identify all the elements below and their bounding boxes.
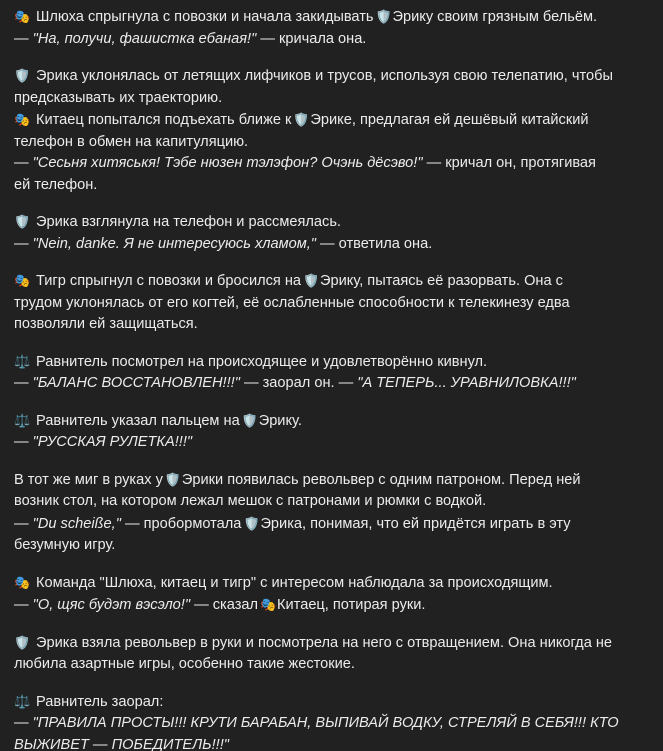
text-line: [14, 410, 647, 433]
story-paragraph: [14, 211, 647, 255]
story-paragraph: [14, 270, 647, 336]
dash: —: [14, 235, 29, 252]
quote-text: ВЫЖИВЕТ — ПОБЕДИТЕЛЬ!!!": [14, 736, 229, 751]
story-paragraph: [14, 691, 647, 751]
balance-scales-icon: ⚖️: [14, 693, 31, 709]
story-paragraph: [14, 572, 647, 617]
balance-scales-icon: ⚖️: [14, 412, 31, 428]
shield-icon: 🛡️: [303, 273, 320, 288]
shield-icon: 🛡️: [293, 112, 310, 127]
narration-text: Команда "Шлюха, китаец и тигр" с интересом наблюдала за происходящим.: [36, 574, 553, 591]
theater-mask-icon: 🎭: [14, 574, 31, 590]
narration-text: Эрики появилась револьвер с одним патроном. Перед ней: [181, 471, 581, 488]
text-line: [14, 109, 647, 132]
quote-text: "Сесьня хитяськя! Тэбе нюзен тэлэфон? Очэнь дёсэво!": [32, 155, 423, 171]
quote-text: "БАЛАНС ВОССТАНОВЛЕН!!!": [32, 375, 240, 391]
quote-text: "Du scheiße,": [32, 515, 121, 532]
narration-text: — кричала она.: [260, 30, 367, 47]
text-line: предсказывать их траекторию.: [14, 89, 223, 106]
text-line: телефон в обмен на капитуляцию.: [14, 133, 249, 150]
text-line: ей телефон.: [14, 176, 98, 193]
dash: —: [14, 715, 29, 731]
text-line: [14, 594, 647, 617]
narration-text: — сказал: [194, 597, 259, 613]
shield-icon: 🛡️: [243, 515, 260, 531]
narration-text: — ответила она.: [320, 235, 433, 252]
narration-text: Равнитель заорал:: [36, 693, 164, 710]
text-line: [14, 234, 647, 256]
story-paragraph: [14, 65, 647, 196]
narration-text: Шлюха спрыгнула с повозки и начала закидывать: [36, 9, 374, 25]
story-paragraph: [14, 6, 647, 50]
text-line: [14, 632, 647, 655]
narration-text: Эрика взяла револьвер в руки и посмотрела на него с отвращением. Она никогда не: [36, 634, 613, 651]
shield-icon: 🛡️: [241, 412, 258, 428]
shield-icon: 🛡️: [164, 471, 182, 487]
narration-text: Эрику.: [258, 412, 302, 429]
text-line: [14, 211, 647, 234]
dash: —: [14, 434, 29, 450]
quote-text: "На, получи, фашистка ебаная!": [32, 30, 257, 47]
narration-text: Равнитель посмотрел на происходящее и удовлетворённо кивнул.: [36, 353, 488, 370]
theater-mask-icon: 🎭: [260, 597, 277, 612]
quote-text: "ПРАВИЛА ПРОСТЫ!!! КРУТИ БАРАБАН, ВЫПИВАЙ ВОДКУ, СТРЕЛЯЙ В СЕБЯ!!! КТО: [32, 715, 619, 731]
text-line: [14, 513, 647, 536]
narration-text: Эрике, предлагая ей дешёвый китайский: [310, 112, 589, 128]
text-line: [14, 469, 647, 492]
text-line: позволяли ей защищаться.: [14, 316, 198, 332]
text-line: [14, 270, 647, 293]
text-line: [14, 153, 647, 175]
quote-text: "РУССКАЯ РУЛЕТКА!!!": [32, 434, 193, 450]
narration-text: Равнитель указал пальцем на: [36, 412, 240, 429]
text-line: трудом уклонялась от его когтей, её ослабленные способности к телекинезу едва: [14, 294, 570, 311]
dash: —: [14, 155, 29, 171]
text-line: [14, 373, 647, 395]
narration-text: Эрика взглянула на телефон и рассмеялась.: [36, 214, 341, 230]
dash: —: [14, 30, 29, 47]
theater-mask-icon: 🎭: [14, 112, 31, 127]
text-line: [14, 6, 647, 29]
narration-text: — заорал он. —: [243, 375, 354, 391]
text-line: [14, 29, 647, 51]
shield-icon: 🛡️: [14, 634, 31, 650]
narration-text: Эрика уклонялась от летящих лифчиков и трусов, используя свою телепатию, чтобы: [36, 68, 613, 84]
text-line: любила азартные игры, особенно такие жестокие.: [14, 656, 355, 672]
dash: —: [14, 515, 29, 532]
narration-text: Эрику своим грязным бельём.: [392, 9, 598, 25]
quote-text: "О, щяс будэт вэсэло!": [32, 597, 191, 613]
story-paragraph: [14, 632, 647, 676]
narration-text: Эрику, пытаясь её разорвать. Она с: [320, 273, 563, 289]
text-line: безумную игру.: [14, 537, 116, 553]
theater-mask-icon: 🎭: [14, 273, 31, 288]
text-line: возник стол, на котором лежал мешок с патронами и рюмки с водкой.: [14, 493, 487, 509]
narration-text: Китаец, потирая руки.: [277, 597, 426, 613]
story-paragraph: [14, 351, 647, 395]
dash: —: [14, 597, 29, 613]
narration-text: — кричал он, протягивая: [426, 155, 596, 171]
text-line: [14, 65, 647, 88]
narration-text: Эрика, понимая, что ей придётся играть в эту: [260, 515, 571, 532]
narration-text: Китаец попытался подъехать ближе к: [36, 112, 292, 128]
quote-text: "Nein, danke. Я не интересуюсь хламом,": [32, 235, 316, 252]
narration-text: Тигр спрыгнул с повозки и бросился на: [36, 273, 302, 289]
shield-icon: 🛡️: [375, 9, 392, 24]
shield-icon: 🛡️: [14, 214, 31, 229]
text-line: [14, 351, 647, 374]
text-line: [14, 432, 647, 454]
narration-text: — пробормотала: [124, 515, 242, 532]
narration-text: В тот же миг в руках у: [14, 471, 163, 488]
story-paragraph: [14, 410, 647, 454]
balance-scales-icon: ⚖️: [14, 353, 31, 369]
story-paragraph: [14, 469, 647, 557]
quote-text: "А ТЕПЕРЬ... УРАВНИЛОВКА!!!": [357, 375, 576, 391]
theater-mask-icon: 🎭: [14, 9, 31, 24]
text-line: [14, 713, 647, 735]
shield-icon: 🛡️: [14, 68, 31, 83]
dash: —: [14, 375, 29, 391]
text-line: [14, 691, 647, 714]
text-line: [14, 572, 647, 595]
